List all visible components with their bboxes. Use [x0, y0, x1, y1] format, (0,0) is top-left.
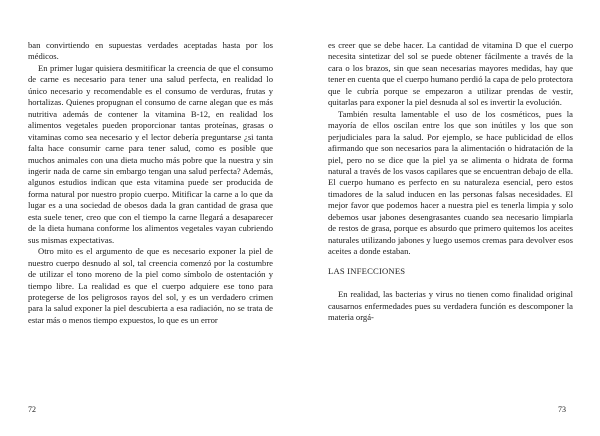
page-number-right: 73 — [558, 405, 566, 414]
left-paragraph-1: ban convirtiendo en supuestas verdades aceptadas hasta por los médicos. — [28, 40, 273, 62]
left-paragraph-3: Otro mito es el argumento de que es necesario exponer la piel de nuestro cuerpo desnudo al sol, tal creencia comenzó por la costumbre de utilizar el tono moreno de la piel como símbolo de ostentación y tiempo libre. La realidad es que el cuerpo adquiere ese tono para protegerse de los peligrosos rayos del sol, y es un verdadero crimen para la salud exponer la piel descubierta a esa radiación, no se trata de estar más o menos tiempo expuestos, lo que es un error — [28, 246, 273, 325]
right-paragraph-3: En realidad, las bacterias y virus no tienen como finalidad original causarnos enfermedades pues su verdadera función es descomponer la materia orgá- — [328, 289, 573, 322]
left-paragraph-2: En primer lugar quisiera desmitificar la creencia de que el consumo de carne es necesario para tener una salud perfecta, en realidad lo único necesario y recomendable es el consumo de verduras, frutas y hortalizas. Quienes propugnan el consumo de carne alegan que es más nutritiva además de contener la vitamina B-12, en realidad los alimentos vegetales pueden proporcionar tantas proteínas, grasas o vitaminas como sea necesario y el lector debería preguntarse ¿si tanta falta hace consumir carne para tener salud, como es posible que muchos animales con una dieta mucho más pobre que la nuestra y sin ingerir nada de carne sin embargo tengan una salud perfecta? Además, algunos estudios indican que esta vitamina puede ser producida de forma natural por nuestro propio cuerpo. Mitificar la carne a lo que da lugar es a una sociedad de obesos dada la gran cantidad de grasa que esta suele tener, creo que con el tiempo la carne llegará a desaparecer de la dieta humana conforme los alimentos vegetales vayan cubriendo sus mismas expectativas. — [28, 62, 273, 245]
right-page — [328, 40, 573, 323]
section-heading: LAS INFECCIONES — [328, 265, 406, 276]
right-paragraph-1: es creer que se debe hacer. La cantidad de vitamina D que el cuerpo necesita sintetizar del sol se puede obtener fácilmente a través de la cara o los brazos, sin que sean necesarias mayores medidas, hay que tener en cuenta que el cuerpo humano perdió la capa de pelo protectora que le cubría porque se empezaron a utilizar prendas de vestir, quitarlas para exponer la piel desnuda al sol es invertir la evolución. — [328, 40, 573, 108]
right-paragraph-2: También resulta lamentable el uso de los cosméticos, pues la mayoría de ellos oscilan entre los que son inútiles y los que son perjudiciales para la salud. Por ejemplo, se hace publicidad de ellos afirmando que son necesarios para la alimentación o hidratación de la piel, pero no se dice que la piel ya se alimenta o hidrata de forma natural a través de los vasos capilares que se encuentran debajo de ella. El cuerpo humano es perfecto en su naturaleza esencial, pero estos timadores de la salud inducen en las personas falsas necesidades. El mejor favor que podemos hacer a nuestra piel es tenerla limpia y solo debemos usar jabones desengrasantes cuando sea necesario limpiarla de restos de grasa, porque es absurdo que primero quitemos los aceites naturales utilizando jabones y luego usemos cremas para devolver esos aceites a donde estaban. — [328, 108, 573, 257]
left-page — [28, 40, 273, 326]
page-number-left: 72 — [28, 405, 36, 414]
